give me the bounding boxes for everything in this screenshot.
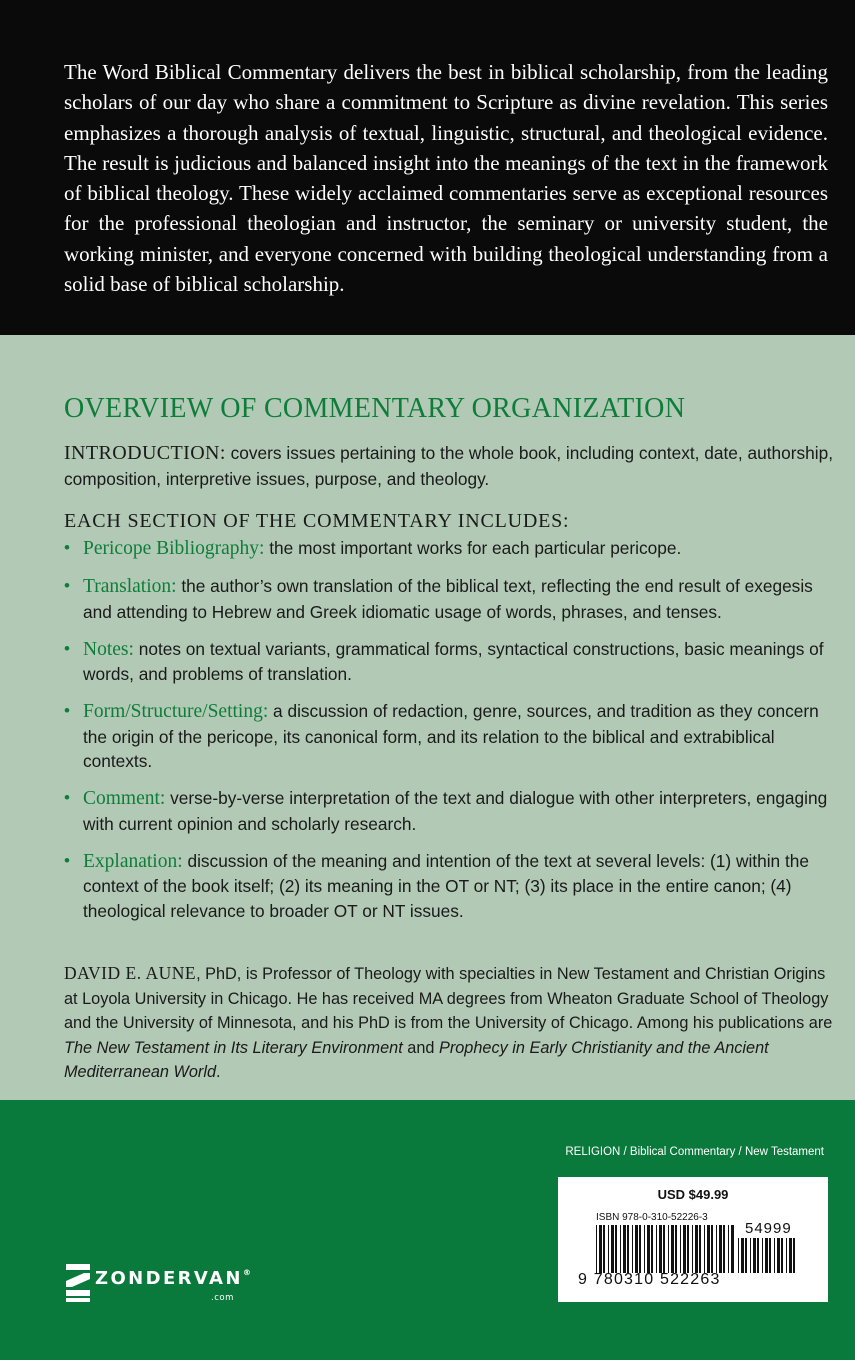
barcode-bar (781, 1238, 783, 1273)
barcode-box (558, 1177, 828, 1302)
item-term: Explanation: (83, 850, 183, 872)
barcode-bar (777, 1238, 780, 1273)
barcode-bar (745, 1238, 747, 1273)
barcode-bar (707, 1225, 710, 1273)
barcode-bar (699, 1225, 701, 1273)
barcode-bar (728, 1225, 729, 1273)
barcode-bar (656, 1225, 657, 1273)
item-term: Form/Structure/Setting: (83, 701, 269, 722)
bio-text: , PhD, is Professor of Theology with specialties in New Testament and Christian Origins at Loyola University in Chicago. He has received MA degrees from Wheaton Graduate School of Theology and the University of Minnesota, and his PhD is from the University of Chicago. Among his publications are (64, 965, 833, 1033)
overview-title: OVERVIEW OF COMMENTARY ORGANIZATION (64, 393, 686, 424)
barcode-bar (680, 1225, 681, 1273)
introduction-paragraph (64, 440, 834, 492)
bullet-icon: • (64, 576, 70, 595)
introduction-label: INTRODUCTION: (64, 442, 226, 464)
barcode-bar (757, 1238, 759, 1273)
barcode-bar (711, 1225, 713, 1273)
barcode-bar (623, 1225, 626, 1273)
barcode-bar (731, 1225, 734, 1273)
list-item (64, 786, 834, 836)
series-blurb: The Word Biblical Commentary delivers the best in biblical scholarship, from the leading scholars of our day who share a commitment to Scripture as divine revelation. This series emphasizes a thorough analysis of textual, linguistic, structural, and theological evidence. The result is judicious and balanced insight into the meanings of the text in the framework of biblical theology. These widely acclaimed commentaries serve as exceptional resources for the professional theologian and instructor, the seminary or university student, the working minister, and everyone concerned with building theological understanding from a solid base of biblical scholarship. (64, 60, 828, 297)
price-label: USD $49.99 (657, 1187, 729, 1202)
bio-text: and (402, 1038, 439, 1057)
item-term: Translation: (83, 576, 177, 597)
barcode-bar (741, 1238, 744, 1273)
barcode-bar (675, 1225, 677, 1273)
barcode-bar (769, 1238, 771, 1273)
bullet-icon: • (64, 638, 70, 658)
author-name: DAVID E. AUNE (64, 963, 197, 983)
barcode-bar (659, 1225, 662, 1273)
section-items-list (64, 536, 834, 936)
list-item (64, 637, 834, 687)
barcode-bar (651, 1225, 653, 1273)
barcode-bar (793, 1238, 795, 1273)
barcode-bar (620, 1225, 621, 1273)
book-title: The New Testament in Its Literary Environment (64, 1038, 403, 1057)
barcode-bar (719, 1225, 722, 1273)
barcode-bar (692, 1225, 693, 1273)
bullet-icon: • (64, 850, 70, 870)
item-text: discussion of the meaning and intention of the text at several levels: (1) within the context of the book itself; (2) its meaning in the OT or NT; (3) its place in the entire canon; (4) theological relevance to broader OT or NT issues. (83, 850, 809, 921)
publisher-domain: .com (211, 1293, 234, 1303)
list-item (64, 699, 834, 774)
book-title: Prophecy in Early Christianity and the Ancient Mediterranean World (64, 1038, 769, 1082)
barcode-bar (596, 1225, 597, 1273)
barcode-bar (635, 1225, 638, 1273)
barcode-bar (632, 1225, 633, 1273)
item-text: the most important works for each particular pericope. (264, 538, 682, 558)
barcode-bar (647, 1225, 650, 1273)
barcode-bar (627, 1225, 629, 1273)
item-term: Pericope Bibliography: (83, 538, 265, 559)
barcode-bar (615, 1225, 617, 1273)
ean-number: 9 780310 522263 (578, 1271, 721, 1288)
barcode-bar (644, 1225, 645, 1273)
barcode-bar (608, 1225, 609, 1273)
barcode-bar (762, 1238, 763, 1273)
barcode-bar (774, 1238, 775, 1273)
bullet-icon: • (64, 538, 70, 557)
barcode-bar (611, 1225, 614, 1273)
barcode-bar (603, 1225, 605, 1273)
zondervan-mark-icon (66, 1264, 90, 1302)
isbn-label: ISBN 978-0-310-52226-3 (596, 1212, 708, 1223)
bullet-icon: • (64, 701, 70, 720)
barcode-bar (738, 1238, 739, 1273)
barcode-bar (687, 1225, 689, 1273)
bullet-icon: • (64, 788, 70, 807)
barcode-bar (753, 1238, 756, 1273)
item-text: a discussion of redaction, genre, sources, and tradition as they concern the origin of the pericope, its canonical form, and its relation to the biblical and extrabiblical contexts. (83, 701, 819, 771)
list-item (64, 574, 834, 624)
zondervan-logo (66, 1264, 276, 1304)
barcode-bar (671, 1225, 674, 1273)
item-text: notes on textual variants, grammatical forms, syntactical constructions, basic meanings of words, and problems of translation. (83, 638, 824, 684)
each-section-heading: EACH SECTION OF THE COMMENTARY INCLUDES: (64, 510, 570, 532)
barcode-bar (789, 1238, 792, 1273)
introduction-text: covers issues pertaining to the whole book, including context, date, authorship, composition, interpretive issues, purpose, and theology. (64, 443, 833, 489)
bio-text: . (216, 1063, 221, 1082)
barcode-bar (750, 1238, 751, 1273)
barcode-bar (723, 1225, 725, 1273)
barcode-bar (663, 1225, 665, 1273)
barcode-bar (639, 1225, 641, 1273)
barcode-bar (716, 1225, 717, 1273)
barcode-bar (668, 1225, 669, 1273)
barcode-bar (765, 1238, 768, 1273)
addon-code: 54999 (745, 1220, 792, 1237)
publisher-name: ZONDERVAN® (95, 1268, 251, 1289)
category-label: RELIGION / Biblical Commentary / New Testament (565, 1146, 824, 1158)
barcode-bar (683, 1225, 686, 1273)
item-term: Comment: (83, 788, 166, 809)
barcode-bar (786, 1238, 787, 1273)
list-item (64, 536, 834, 562)
item-text: verse-by-verse interpretation of the text and dialogue with other interpreters, engaging with current opinion and scholarly research. (83, 788, 828, 834)
list-item (64, 849, 834, 924)
barcode-bar (704, 1225, 705, 1273)
barcode-icon (596, 1225, 736, 1273)
addon-barcode-icon (738, 1238, 798, 1273)
item-term: Notes: (83, 638, 134, 660)
barcode-bar (599, 1225, 602, 1273)
barcode-bar (695, 1225, 698, 1273)
item-text: the author’s own translation of the biblical text, reflecting the end result of exegesis and attending to Hebrew and Greek idiomatic usage of words, phrases, and tenses. (83, 576, 813, 622)
author-bio (64, 961, 836, 1085)
